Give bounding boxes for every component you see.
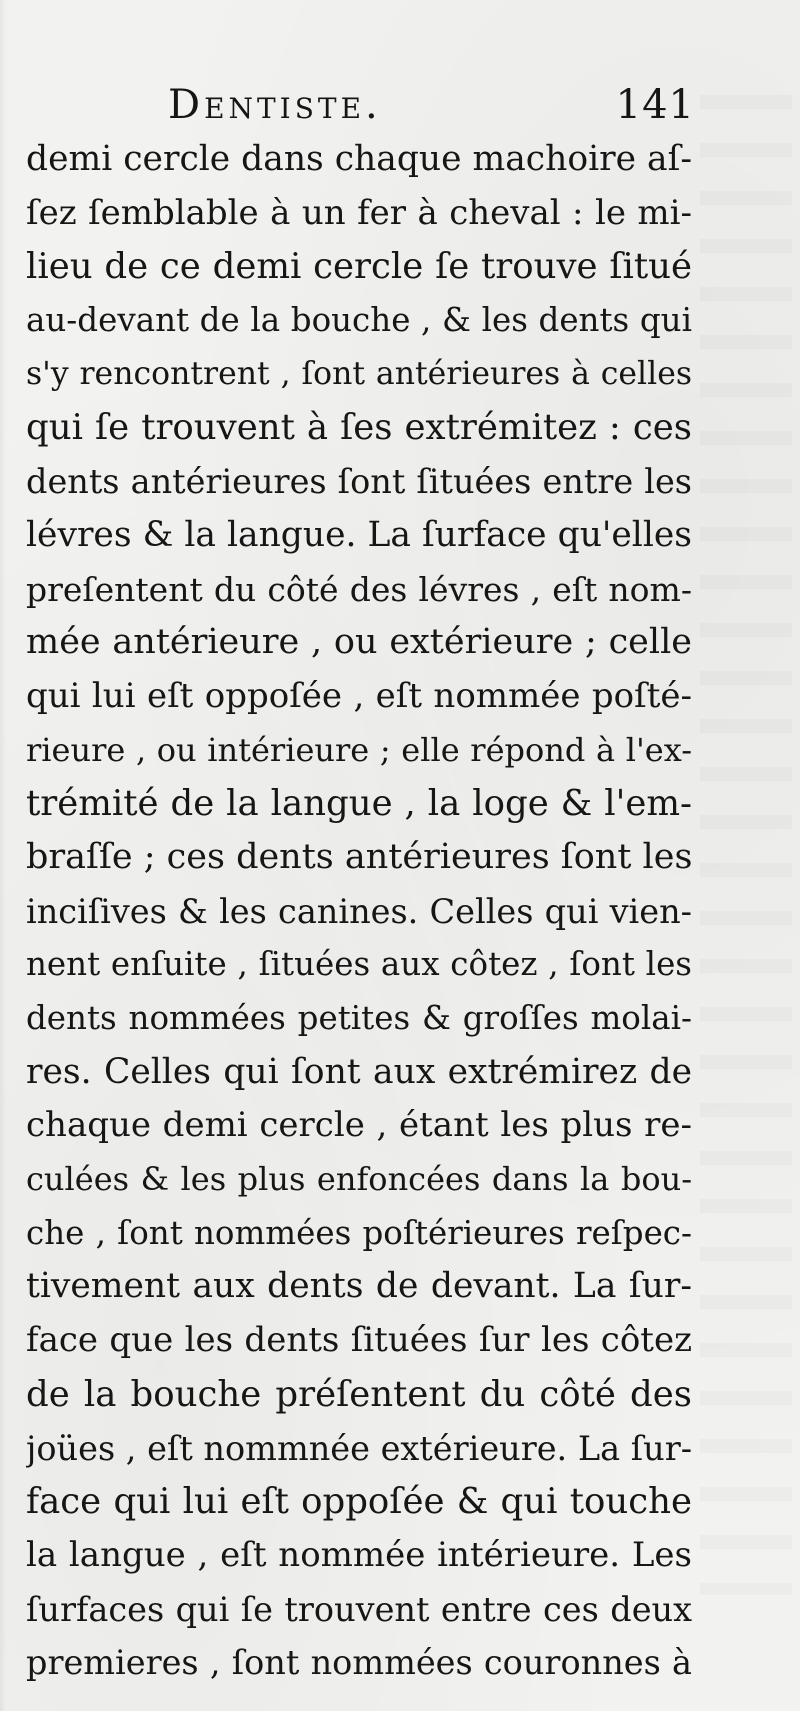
text-line: inciſives & les canines. Celles qui vien- [26, 891, 692, 931]
running-head: Dentiste. [168, 82, 382, 128]
text-line: qui lui eſt oppoſée , eſt nommée poſté- [26, 675, 692, 716]
text-line: dents nommées petites & groſſes molai- [26, 999, 692, 1037]
text-line: preſentent du côté des lévres , eſt nom- [26, 569, 692, 609]
text-line: tivement aux dents de devant. La ſur- [26, 1266, 692, 1307]
text-line: s'y rencontrent , ſont antérieures à celles [26, 355, 692, 392]
text-line: che , ſont nommées poſtérieures reſpec- [26, 1213, 692, 1252]
text-line: trémité de la langue , la loge & l'em- [26, 783, 692, 825]
text-line: de la bouche préſentent du côté des [26, 1373, 692, 1415]
text-line: face qui lui eſt oppoſée & qui touche [26, 1481, 692, 1523]
text-line: rieure , ou intérieure ; elle répond à l'ex- [26, 730, 692, 769]
text-line: premieres , ſont nommées couronnes à [26, 1643, 692, 1683]
text-line: res. Celles qui ſont aux extrémirez de [26, 1051, 692, 1092]
page-number: 141 [615, 82, 695, 128]
text-line: braſſe ; ces dents antérieures ſont les [26, 836, 692, 877]
text-line: chaque demi cercle , étant les plus re- [26, 1105, 692, 1146]
text-line: joües , eſt nommnée extérieure. La ſur- [26, 1428, 692, 1468]
text-line: qui ſe trouvent à ſes extrémitez : ces [26, 407, 692, 449]
text-line: lévres & la langue. La ſurface qu'elles [26, 514, 692, 555]
body-text [26, 133, 692, 1690]
text-line: ſez ſemblable à un fer à cheval : le mi- [26, 192, 692, 233]
text-line: lieu de ce demi cercle ſe trouve ſitué [26, 246, 692, 288]
page-header [150, 78, 695, 132]
text-line: la langue , eſt nommée intérieure. Les [26, 1534, 692, 1575]
text-line: culées & les plus enfoncées dans la bou- [26, 1160, 692, 1199]
text-line: nent enſuite , ſituées aux côtez , ſont les [26, 945, 692, 984]
text-line: au-devant de la bouche , & les dents qui [26, 301, 692, 340]
text-line: mée antérieure , ou extérieure ; celle [26, 622, 692, 663]
page-gutter-shadow [0, 0, 6, 1711]
text-line: demi cercle dans chaque machoire aſ- [26, 139, 692, 179]
text-line: ſurfaces qui ſe trouvent entre ces deux [26, 1589, 692, 1629]
show-through-text [700, 95, 792, 1595]
text-line: face que les dents ſituées ſur les côtez [26, 1320, 692, 1361]
text-line: dents antérieures ſont ſituées entre les [26, 462, 692, 502]
